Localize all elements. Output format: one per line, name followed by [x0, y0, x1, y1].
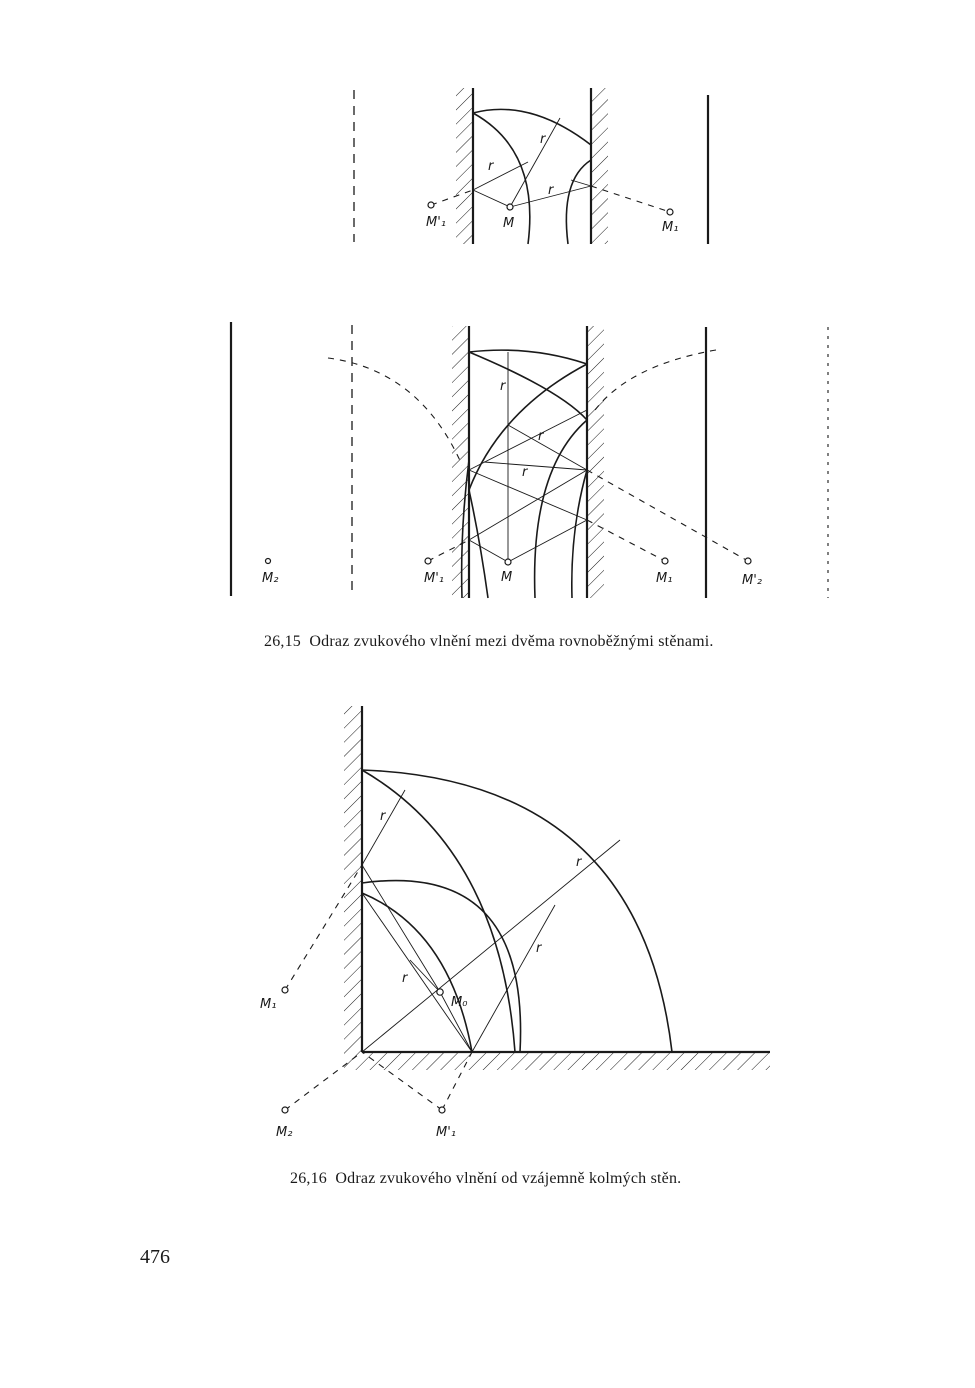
label-m1-prime: M'₁ [424, 571, 445, 586]
caption-number: 26,15 [264, 633, 301, 650]
label-m1-prime: M'₁ [436, 1125, 457, 1140]
wavefront-arc-reflected-right [566, 160, 591, 244]
label-r-2: r [488, 159, 494, 174]
lower-diagram [231, 322, 828, 598]
label-r-1: r [500, 379, 506, 394]
label-r-3: r [548, 183, 554, 198]
label-r-1: r [540, 132, 546, 147]
wavefront-arc-2 [469, 364, 587, 490]
source-point-m [507, 204, 513, 210]
label-m1: M₁ [662, 220, 679, 235]
caption-number: 26,16 [290, 1170, 327, 1187]
image-point-m2-prime [745, 558, 751, 564]
label-r-3: r [536, 941, 542, 956]
ray-r-right [571, 180, 591, 186]
horizontal-wall-hatch [344, 1052, 770, 1070]
ray [473, 190, 510, 207]
label-m1: M₁ [656, 571, 673, 586]
ray-4 [469, 470, 587, 520]
ray-r-3 [410, 960, 440, 992]
image-point-m1-prime [425, 558, 431, 564]
label-m2: M₂ [262, 571, 279, 586]
ray-2 [508, 520, 587, 562]
wall-left-hatch [452, 326, 469, 598]
wavefront-arc-3 [469, 490, 488, 598]
ray-r-1 [362, 790, 405, 865]
source-point-m [505, 559, 511, 565]
label-m1: M₁ [260, 997, 277, 1012]
image-wavefront-left [328, 358, 462, 465]
wall-right-hatch [591, 88, 608, 244]
image-point-m1 [667, 209, 673, 215]
ray-wall-floor [362, 893, 472, 1052]
image-point-m2 [266, 559, 271, 564]
label-m: M [503, 216, 515, 231]
image-ray-m2-prime [587, 470, 748, 561]
wavefront-inner [362, 881, 521, 1052]
image-point-m2 [282, 1107, 288, 1113]
figure-26-15-drawing [0, 0, 975, 620]
ray-diagonal-r [362, 840, 620, 1052]
caption-text: Odraz zvukového vlnění mezi dvěma rovnoběžnými stěnami. [309, 633, 714, 650]
image-point-m1 [282, 987, 288, 993]
wavefront-arc-1 [469, 352, 587, 420]
ray-7 [484, 462, 587, 470]
wall-left-hatch [456, 88, 473, 244]
image-wavefront-right [595, 350, 716, 410]
label-m2: M₂ [276, 1125, 293, 1140]
figure-26-15 [0, 0, 975, 620]
label-m0: M₀ [451, 995, 468, 1010]
caption-text: Odraz zvukového vlnění od vzájemně kolmých stěn. [335, 1170, 682, 1187]
wavefront-top [469, 350, 587, 364]
label-r-1: r [380, 809, 386, 824]
figure-26-16-drawing [0, 690, 975, 1150]
page-number: 476 [140, 1246, 170, 1268]
wavefront-arc-6 [572, 470, 587, 598]
wavefront-arc-top [473, 109, 591, 145]
figure-26-15-caption [264, 633, 714, 651]
image-point-m1-prime [439, 1107, 445, 1113]
label-m2-prime: M'₂ [742, 573, 763, 588]
wavefront-outer [362, 770, 672, 1052]
image-point-m1 [662, 558, 668, 564]
label-r-2: r [576, 855, 582, 870]
source-point-m0 [437, 989, 443, 995]
figure-26-16 [0, 690, 975, 1150]
label-m: M [501, 570, 513, 585]
label-m1-prime: M'₁ [426, 215, 447, 230]
upper-diagram [354, 88, 708, 244]
figure-26-16-caption [290, 1170, 681, 1188]
image-point-m1-prime [428, 202, 434, 208]
wavefront-arc-reflected-left [473, 113, 530, 244]
ray-1 [469, 540, 508, 562]
label-r-3: r [522, 465, 528, 480]
wall-right-hatch [587, 326, 604, 598]
label-r-4: r [402, 971, 408, 986]
label-r-2: r [538, 429, 544, 444]
vertical-wall-hatch [344, 706, 362, 1052]
ray-r-reflected [473, 162, 528, 190]
